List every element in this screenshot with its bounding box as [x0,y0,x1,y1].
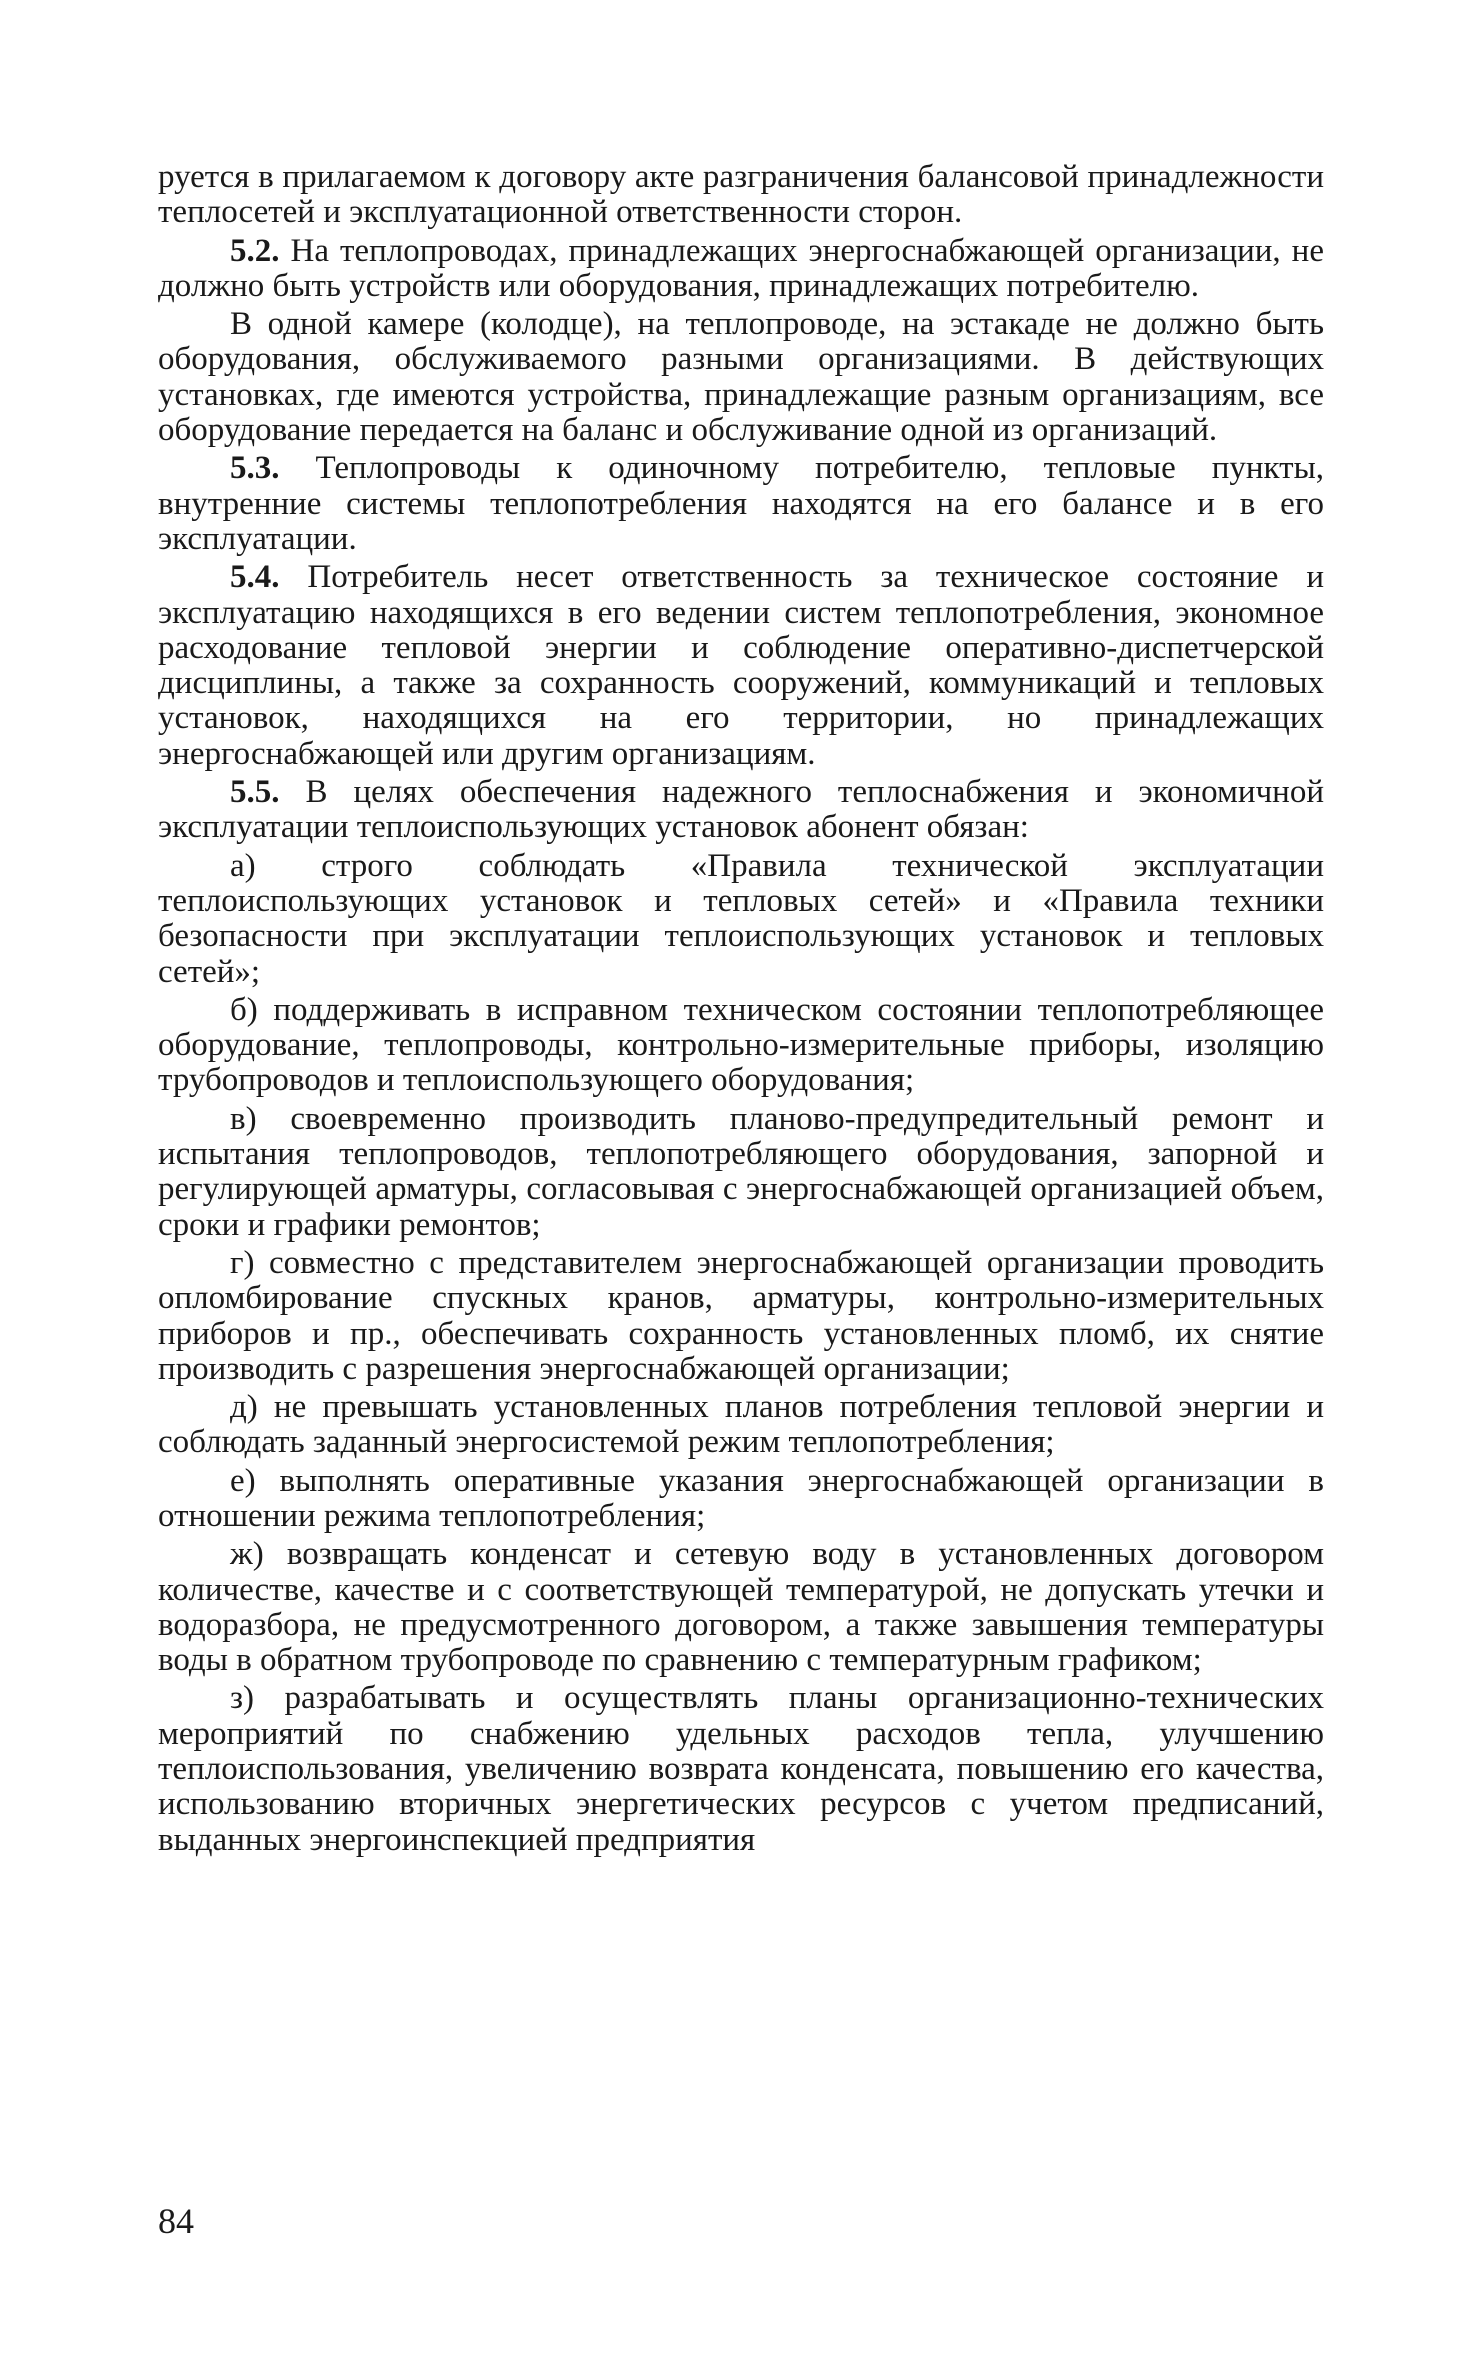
body-text [158,160,1324,1861]
clause-number: 5.5. [230,774,280,811]
paragraph [158,560,1324,772]
paragraph-text: руется в прилагаемом к договору акте разграничения балансовой принадлежности теплосетей и эксплуатационной ответственности сторон. [158,159,1324,231]
paragraph-text: ж) возвращать конденсат и сетевую воду в установленных договором количестве, качестве и с соответствующей температурой, не допускать утечки и водоразбора, не предусмотренного договором, а также завышения температуры воды в обратном трубопроводе по сравнению с температурным графиком; [158,1536,1324,1679]
paragraph [158,307,1324,448]
list-item [158,1464,1324,1535]
paragraph-text: з) разрабатывать и осуществлять планы организационно-технических мероприятий по снабжению удельных расходов тепла, улучшению теплоиспользования, увеличению возврата конденсата, повышению его качества, использованию вторичных энергетических ресурсов с учетом предписаний, выданных энергоинспекцией предприятия [158,1680,1324,1858]
clause-number: 5.2. [230,232,280,269]
list-item [158,993,1324,1099]
paragraph-text: д) не превышать установленных планов потребления тепловой энергии и соблюдать заданный энергосистемой режим теплопотребления; [158,1389,1324,1461]
list-item [158,1102,1324,1243]
clause-number: 5.4. [230,559,280,596]
paragraph-text: б) поддерживать в исправном техническом состоянии теплопотребляющее оборудование, теплопроводы, контрольно-измерительные приборы, изоляцию трубопроводов и теплоиспользующего оборудования; [158,991,1324,1099]
paragraph-text: В одной камере (колодце), на теплопроводе, на эстакаде не должно быть оборудования, обслуживаемого разными организациями. В действующих установках, где имеются устройства, принадлежащие разным организациям, все оборудование передается на баланс и обслуживание одной из организаций. [158,306,1324,449]
list-item [158,849,1324,990]
paragraph [158,234,1324,305]
paragraph-text: На теплопроводах, принадлежащих энергоснабжающей организации, не должно быть устройств или оборудования, принадлежащих потребителю. [158,232,1324,304]
paragraph-text: В целях обеспечения надежного теплоснабжения и экономичной эксплуатации теплоиспользующих установок абонент обязан: [158,774,1324,846]
clause-number: 5.3. [230,450,280,487]
paragraph-text: Теплопроводы к одиночному потребителю, тепловые пункты, внутренние системы теплопотребления находятся на его балансе и в его эксплуатации. [158,450,1324,557]
paragraph-text: в) своевременно производить планово-предупредительный ремонт и испытания теплопроводов, теплопотребляющего оборудования, запорной и регулирующей арматуры, согласовывая с энергоснабжающей организацией объем, сроки и графики ремонтов; [158,1100,1324,1243]
list-item [158,1681,1324,1857]
list-item [158,1390,1324,1461]
paragraph [158,451,1324,557]
list-item [158,1537,1324,1678]
page-number: 84 [158,2201,194,2241]
paragraph-text: а) строго соблюдать «Правила технической эксплуатации теплоиспользующих установок и тепловых сетей» и «Правила техники безопасности при эксплуатации теплоиспользующих установок и тепловых сетей»; [158,847,1324,990]
paragraph-text: е) выполнять оперативные указания энергоснабжающей организации в отношении режима теплопотребления; [158,1462,1324,1534]
paragraph [158,160,1324,231]
list-item [158,1246,1324,1387]
paragraph-text: г) совместно с представителем энергоснабжающей организации проводить опломбирование спускных кранов, арматуры, контрольно-измерительных приборов и пр., обеспечивать сохранность установленных пломб, их снятие производить с разрешения энергоснабжающей организации; [158,1244,1324,1387]
paragraph [158,775,1324,846]
paragraph-text: Потребитель несет ответственность за техническое состояние и эксплуатацию находящихся в его ведении систем теплопотребления, экономное расходование тепловой энергии и соблюдение оперативно-диспетчерской дисциплины, а также за сохранность сооружений, коммуникаций и тепловых установок, находящихся на его территории, но принадлежащих энергоснабжающей или другим организациям. [158,559,1324,772]
